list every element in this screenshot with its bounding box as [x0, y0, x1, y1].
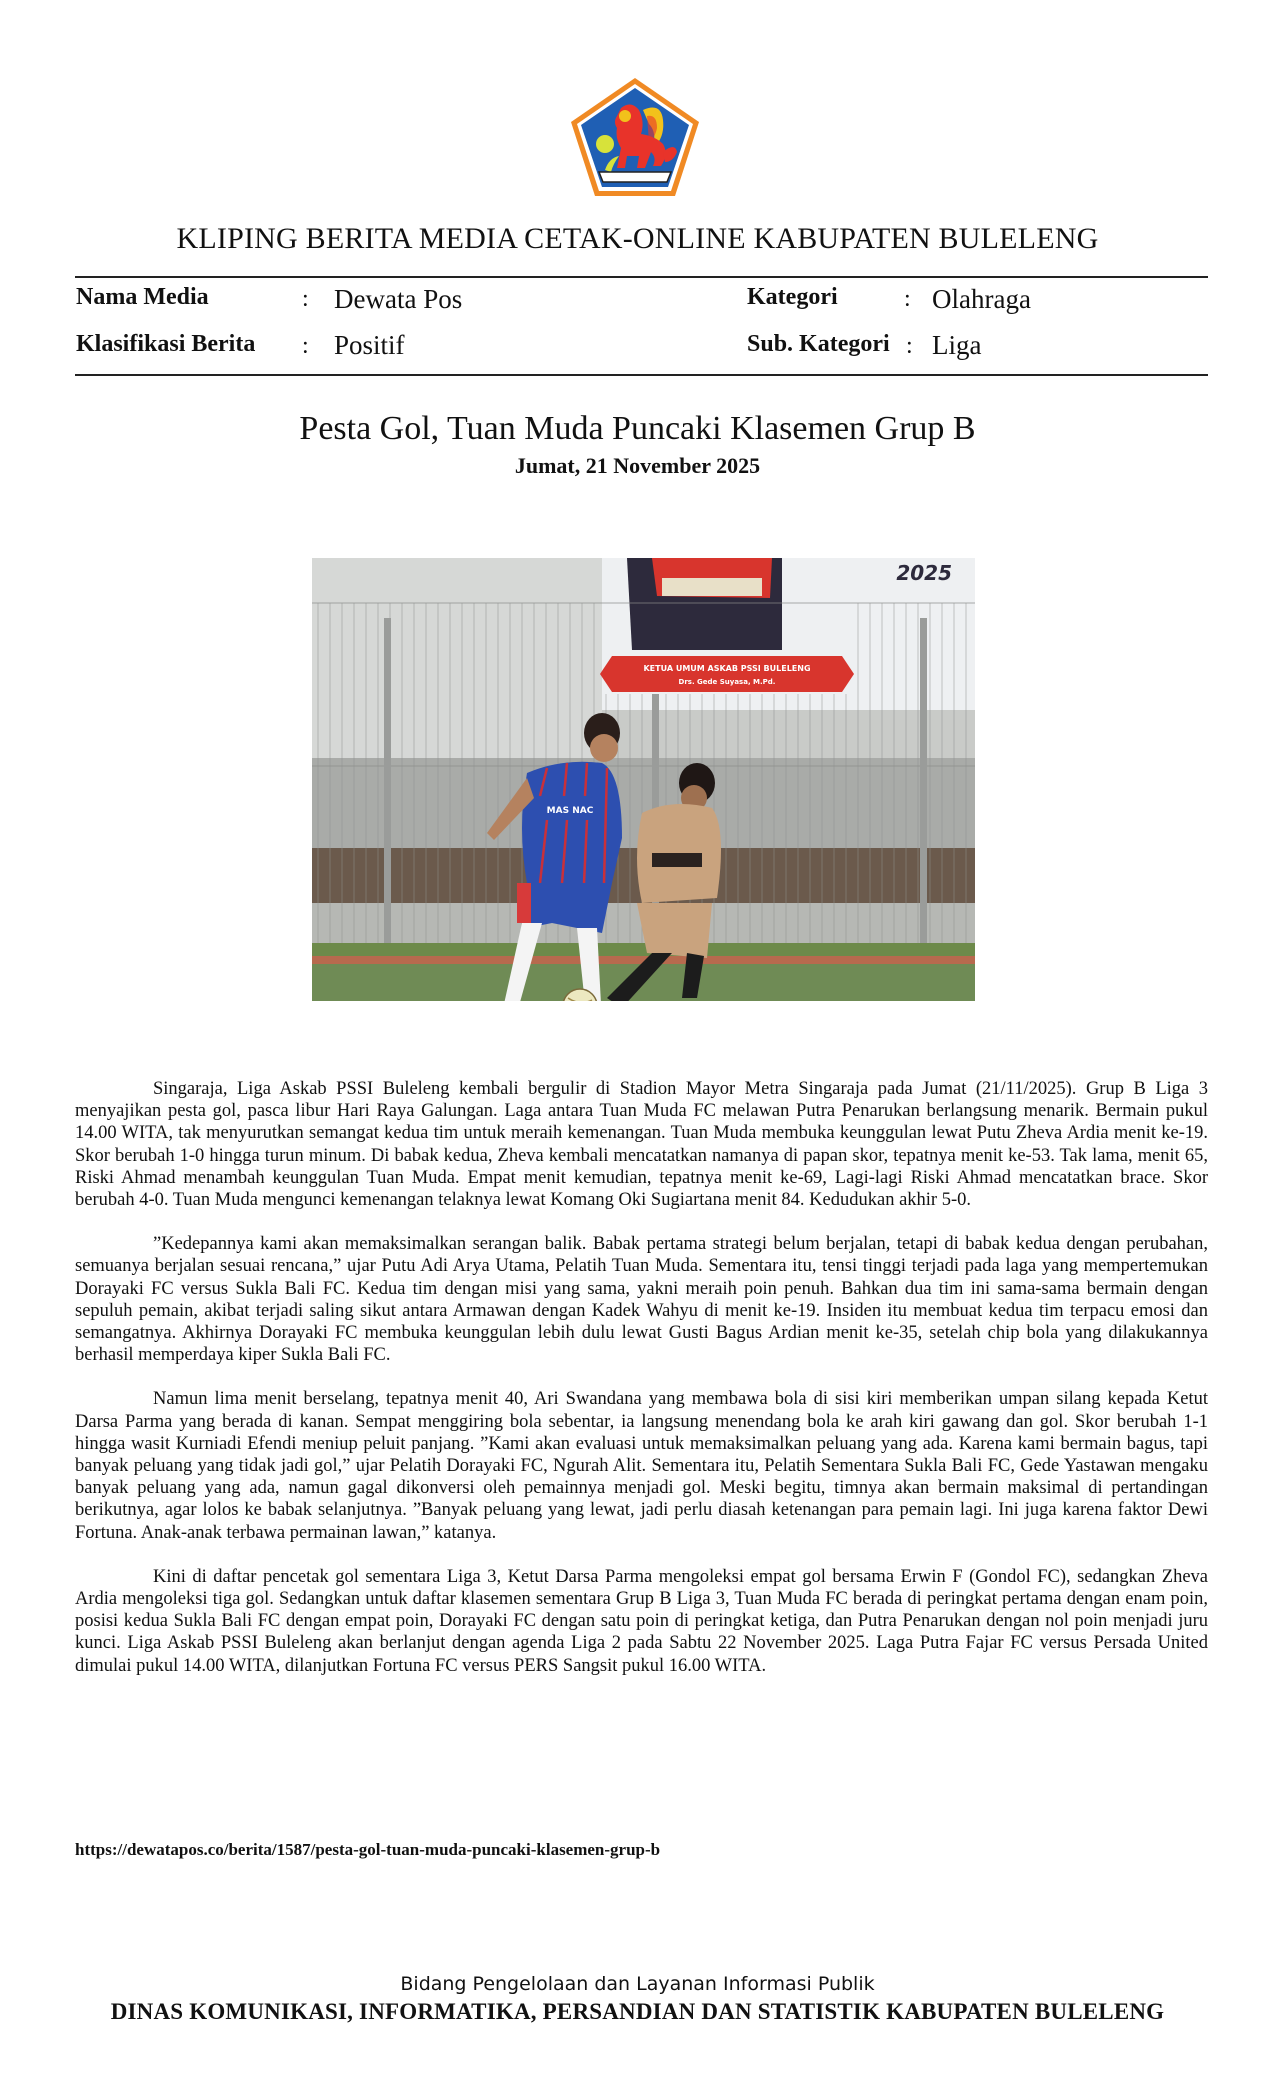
article-paragraph: ”Kedepannya kami akan memaksimalkan serangan balik. Babak pertama strategi belum berjalan, tetapi di babak kedua dengan perubahan, semuanya berjalan sesuai rencana,” ujar Putu Adi Arya Utama, Pelatih Tuan Muda. Sementara itu, tensi tinggi terjadi pada laga yang mempertemukan Dorayaki FC versus Sukla Bali FC. Kedua tim dengan misi yang sama, yakni meraih poin penuh. Bahkan dua tim ini sama-sama bermain dengan sepuluh pemain, akibat terjadi saling sikut antara Armawan dengan Kadek Wahyu di menit ke-19. Insiden itu membuat kedua tim terpacu emosi dan semangatnya. Akhirnya Dorayaki FC membuka keunggulan lebih dulu lewat Gusti Bagus Ardian menit ke-35, setelah chip bola yang dilakukannya berhasil memperdaya kiper Sukla Bali FC.	[75, 1234, 1208, 1366]
header-bottom-divider	[75, 374, 1208, 376]
article-headline: Pesta Gol, Tuan Muda Puncaki Klasemen Grup B	[299, 410, 976, 447]
article-date: Jumat, 21 November 2025	[514, 453, 761, 478]
photo-banner-line1: KETUA UMUM ASKAB PSSI BULELENG	[643, 664, 811, 673]
photo-jersey-text: MAS NAC	[546, 806, 594, 816]
footer-department: Bidang Pengelolaan dan Layanan Informasi Publik	[400, 1973, 875, 1995]
footer-agency: DINAS KOMUNIKASI, INFORMATIKA, PERSANDIAN DAN STATISTIK KABUPATEN BULELENG	[110, 1999, 1165, 2024]
news-classification-colon: :	[302, 333, 309, 359]
category-value: Olahraga	[932, 284, 1031, 314]
article-paragraph: Singaraja, Liga Askab PSSI Buleleng kembali bergulir di Stadion Mayor Metra Singaraja pada Jumat (21/11/2025). Grup B Liga 3 menyajikan pesta gol, pasca libur Hari Raya Galungan. Laga antara Tuan Muda FC melawan Putra Penarukan berlangsung menarik. Bermain pukul 14.00 WITA, tak menyurutkan semangat kedua tim untuk meraih kemenangan. Tuan Muda membuka keunggulan lewat Putu Zheva Ardia menit ke-19. Skor berubah 1-0 hingga turun minum. Di babak kedua, Zheva kembali mencatatkan namanya di papan skor, tepatnya menit ke-53. Tak lama, menit 65, Riski Ahmad menambah keunggulan Tuan Muda. Empat menit kemudian, tepatnya menit ke-69, Lagi-lagi Riski Ahmad mencatatkan brace. Skor berubah 4-0. Tuan Muda mengunci kemenangan telaknya lewat Komang Oki Sugiartana menit 84. Kedudukan akhir 5-0.	[75, 1079, 1208, 1211]
article-body	[75, 1078, 1208, 1699]
category-colon: :	[904, 286, 911, 312]
article-photo	[312, 558, 975, 1001]
media-name-label: Nama Media	[76, 284, 209, 310]
photo-banner-line2: Drs. Gede Suyasa, M.Pd.	[678, 678, 776, 686]
header-top-divider	[75, 276, 1208, 278]
article-paragraph: Kini di daftar pencetak gol sementara Liga 3, Ketut Darsa Parma mengoleksi empat gol bersama Erwin F (Gondol FC), sedangkan Zheva Ardia mengoleksi tiga gol. Sedangkan untuk daftar klasemen sementara Grup B Liga 3, Tuan Muda FC berada di peringkat pertama dengan enam poin, posisi kedua Sukla Bali FC dengan empat poin, Dorayaki FC dengan satu poin di peringkat ketiga, dan Putra Penarukan dengan nol poin menjadi juru kunci. Liga Askab PSSI Buleleng akan berlanjut dengan agenda Liga 2 pada Sabtu 22 November 2025. Laga Putra Fajar FC versus Persada United dimulai pukul 14.00 WITA, dilanjutkan Fortuna FC versus PERS Sangsit pukul 16.00 WITA.	[75, 1566, 1208, 1676]
photo-banner-year: 2025	[896, 561, 952, 585]
media-name-value: Dewata Pos	[334, 284, 463, 314]
clipping-header-title: KLIPING BERITA MEDIA CETAK-ONLINE KABUPATEN BULELENG	[176, 222, 1099, 255]
news-classification-label: Klasifikasi Berita	[76, 331, 256, 357]
buleleng-emblem-logo	[565, 72, 705, 202]
sub-category-value: Liga	[932, 330, 982, 360]
sub-category-colon: :	[906, 333, 913, 359]
article-paragraph: Namun lima menit berselang, tepatnya menit 40, Ari Swandana yang membawa bola di sisi kiri memberikan umpan silang kepada Ketut Darsa Parma yang berada di kanan. Sempat menggiring bola sebentar, ia langsung menendang bola ke arah kiri gawang dan gol. Skor berubah 1-1 hingga wasit Kurniadi Efendi meniup peluit panjang. ”Kami akan evaluasi untuk memaksimalkan peluang yang ada. Karena kami bermain bagus, tapi banyak peluang yang tidak jadi gol,” ujar Pelatih Dorayaki FC, Ngurah Alit. Sementara itu, Pelatih Sementara Sukla Bali FC, Gede Yastawan mengaku banyak peluang yang ada, namun gagal dikonversi oleh pemainnya menjadi gol. Meski begitu, timnya akan bermain maksimal di pertandingan berikutnya, agar lolos ke babak selanjutnya. ”Banyak peluang yang lewat, jadi perlu diasah ketenangan para pemain lagi. Ini juga karena faktor Dewi Fortuna. Anak-anak terbawa permainan lawan,” katanya.	[75, 1389, 1208, 1543]
sub-category-label: Sub. Kategori	[747, 331, 890, 357]
media-name-colon: :	[302, 286, 309, 312]
source-url-link[interactable]: https://dewatapos.co/berita/1587/pesta-gol-tuan-muda-puncaki-klasemen-grup-b	[75, 1840, 661, 1859]
category-label: Kategori	[747, 284, 838, 310]
news-classification-value: Positif	[334, 330, 405, 360]
